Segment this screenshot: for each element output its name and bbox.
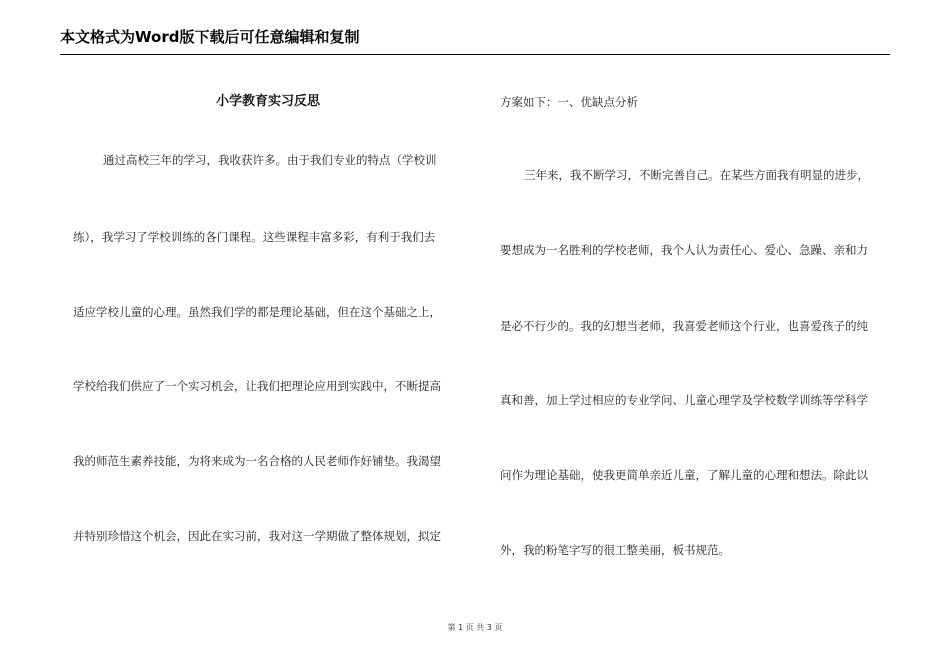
body-line: 三年来，我不断学习，不断完善自己。在某些方面我有明显的进步， [524, 168, 869, 182]
body-line: 方案如下：一、优缺点分析 [500, 95, 638, 109]
body-line: 学校给我们供应了一个实习机会，让我们把理论应用到实践中，不断提高 [73, 379, 441, 393]
body-line: 要想成为一名胜利的学校老师，我个人认为责任心、爱心、急躁、亲和力 [500, 243, 868, 257]
body-line: 外，我的粉笔字写的很工整美丽，板书规范。 [500, 543, 730, 557]
body-line: 问作为理论基础，使我更简单亲近儿童，了解儿童的心理和想法。除此以 [500, 468, 868, 482]
document-banner: 本文格式为Word版下载后可任意编辑和复制 [60, 28, 360, 46]
document-title: 小学教育实习反思 [215, 94, 320, 109]
left-column [73, 92, 463, 543]
body-line: 适应学校儿童的心理。虽然我们学的都是理论基础，但在这个基础之上， [73, 305, 441, 319]
body-line: 通过高校三年的学习，我收获许多。由于我们专业的特点（学校训 [103, 153, 437, 167]
page-number: 第 1 页 共 3 页 [447, 623, 503, 632]
body-line: 真和善，加上学过相应的专业学问、儿童心理学及学校数学训练等学科学 [500, 393, 868, 407]
body-line: 练），我学习了学校训练的各门课程。这些课程丰富多彩，有利于我们去 [73, 230, 436, 244]
body-line: 并特别珍惜这个机会，因此在实习前，我对这一学期做了整体规划，拟定 [73, 529, 441, 543]
body-line: 是必不行少的。我的幻想当老师，我喜爱老师这个行业，也喜爱孩子的纯 [500, 319, 868, 333]
header-rule [60, 54, 890, 55]
body-line: 我的师范生素养技能，为将来成为一名合格的人民老师作好铺垫。我渴望 [73, 454, 441, 468]
